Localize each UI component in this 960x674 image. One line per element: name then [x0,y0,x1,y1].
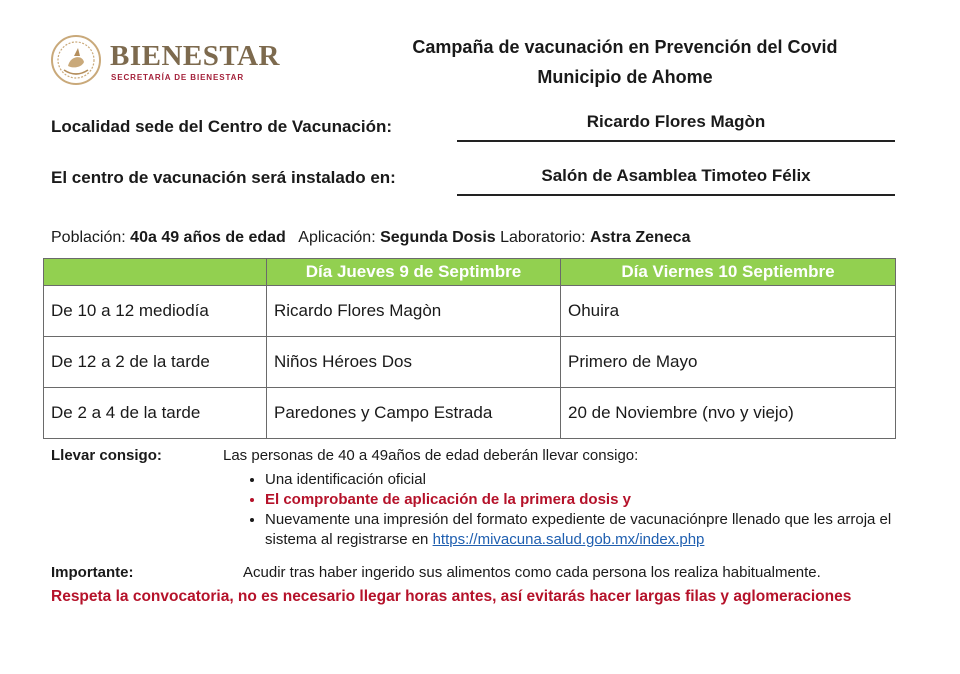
centro-label: El centro de vacunación será instalado en: [51,168,396,187]
importante-label: Importante: [51,564,134,581]
thursday-location-cell: Paredones y Campo Estrada [267,388,561,439]
requirements-list [245,470,945,550]
municipality-title: Municipio de Ahome [537,67,713,87]
table-row [44,286,896,337]
poblacion-value: 40a 49 años de edad [130,229,286,246]
schedule-table [43,258,896,439]
respeta-notice: Respeta la convocatoria, no es necesario llegar horas antes, así evitarás hacer largas filas y aglomeraciones [51,588,852,605]
brand-name: BIENESTAR [110,40,280,72]
table-header-thursday: Día Jueves 9 de Septimbre [267,259,561,286]
mivacuna-link[interactable]: https://mivacuna.salud.gob.mx/index.php [432,531,705,548]
aplicacion-label: Aplicación: [298,229,376,246]
table-header-row [44,259,896,286]
bienestar-logo [50,34,310,88]
poblacion-label: Población: [51,229,126,246]
time-slot-cell: De 2 a 4 de la tarde [44,388,267,439]
mexico-seal-icon [50,34,102,86]
laboratorio-value: Astra Zeneca [589,229,691,246]
friday-location-cell: Primero de Mayo [561,337,896,388]
centro-value: Salón de Asamblea Timoteo Félix [457,166,895,196]
campaign-title: Campaña de vacunación en Prevención del Covid [412,37,838,57]
list-item: • El comprobante de aplicación de la primera dosis y [265,490,945,510]
time-slot-cell: De 10 a 12 mediodía [44,286,267,337]
importante-text: Acudir tras haber ingerido sus alimentos como cada persona los realiza habitualmente. [243,564,821,581]
time-slot-cell: De 12 a 2 de la tarde [44,337,267,388]
localidad-label: Localidad sede del Centro de Vacunación: [51,117,393,136]
thursday-location-cell: Ricardo Flores Magòn [267,286,561,337]
list-item: • Una identificación oficial [265,470,945,490]
brand-subtitle: SECRETARÍA DE BIENESTAR [111,73,245,82]
table-row [44,388,896,439]
table-row [44,337,896,388]
list-item [265,510,945,550]
laboratorio-label: Laboratorio: [500,229,586,246]
table-header-cell [44,259,267,286]
friday-location-cell: Ohuira [561,286,896,337]
table-header-friday: Día Viernes 10 Septiembre [561,259,896,286]
localidad-value: Ricardo Flores Magòn [457,112,895,142]
aplicacion-value: Segunda Dosis [380,229,496,246]
list-item-text: Nuevamente una impresión del formato expediente de vacunaciónpre llenado que les arroja el sistema al registrarse en [265,511,892,548]
llevar-text: Las personas de 40 a 49años de edad deberán llevar consigo: [223,447,639,464]
llevar-label: Llevar consigo: [51,447,162,464]
thursday-location-cell: Niños Héroes Dos [267,337,561,388]
friday-location-cell: 20 de Noviembre (nvo y viejo) [561,388,896,439]
population-line [51,229,690,247]
